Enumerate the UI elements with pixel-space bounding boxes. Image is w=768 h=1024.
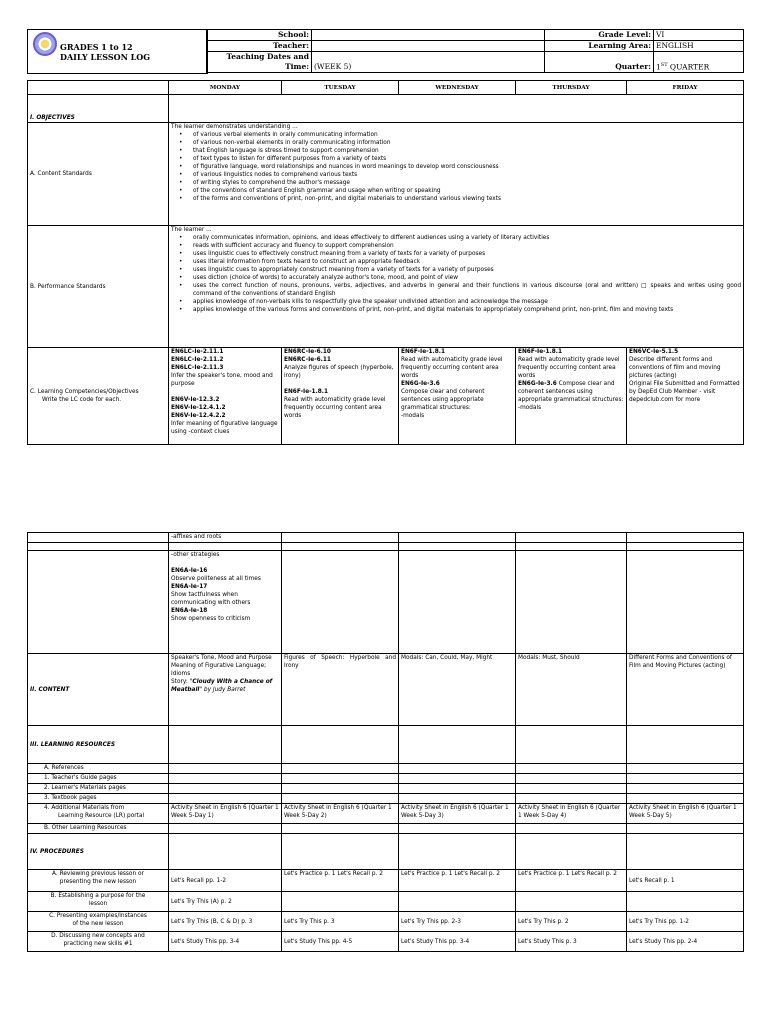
- teachers-guide-label: 1. Teacher's Guide pages: [28, 774, 169, 784]
- teaching-dates-value[interactable]: (WEEK 5): [312, 52, 545, 73]
- objectives-title-spacer: [169, 95, 744, 123]
- proc-c-thursday: Let's Try This p. 2: [516, 912, 627, 932]
- lc-code: EN6F-Ie-1.8.1: [284, 389, 329, 395]
- proc-a-friday: Let's Recall p. 1: [627, 870, 744, 892]
- content-monday: [169, 654, 282, 726]
- other-resources-label: B. Other Learning Resources: [28, 824, 169, 834]
- lr-tuesday: Activity Sheet in English 6 (Quarter 1 Week 5-Day 2): [282, 804, 399, 824]
- competencies-label: [28, 348, 169, 445]
- lc-description: Read with automaticity grade level frequently occurring content area: [518, 357, 620, 371]
- content-topic: Meaning of Figurative Language; Idioms: [171, 663, 267, 677]
- lc-description: Read with automaticity grade level frequently occurring content area words: [401, 357, 503, 379]
- lc-code: EN6RC-Ie-6.11: [284, 357, 331, 363]
- values-monday: [169, 551, 282, 654]
- list-item: • orally communicates information, opinions, and ideas effectively to different audiences using a variety of literary activities: [179, 234, 741, 242]
- lc-code: EN6LC-Ie-2.11.1: [171, 349, 224, 355]
- day-header-monday: MONDAY: [169, 81, 282, 95]
- proc-a-tuesday: Let's Practice p. 1 Let's Recall p. 2: [282, 870, 399, 892]
- lc-code: EN6G-Ie-3.6: [518, 381, 557, 387]
- day-header-thursday: THURSDAY: [516, 81, 627, 95]
- proc-d-thursday: Let's Study This p. 3: [516, 932, 627, 952]
- performance-standards-label: B. Performance Standards: [28, 226, 169, 348]
- teaching-dates-label: [207, 52, 312, 73]
- proc-c-label-line2: of the new lesson: [72, 921, 124, 927]
- competencies-tuesday: [282, 348, 399, 445]
- lc-code: EN6A-Ie-17: [171, 584, 208, 590]
- proc-a-monday: Let's Recall pp. 1-2: [169, 870, 282, 892]
- lc-description: Show tactfulness when communicating with others: [171, 592, 251, 606]
- lr-friday: Activity Sheet in English 6 (Quarter 1 Week 5-Day 5): [627, 804, 744, 824]
- lc-code: EN6V-Ie-12.3.2: [171, 397, 220, 403]
- lc-code: EN6F-Ie-1.8.1: [401, 349, 446, 355]
- grade-level-value[interactable]: VI: [654, 30, 744, 41]
- learners-materials-label: 2. Learner's Materials pages: [28, 784, 169, 794]
- proc-d-tuesday: Let's Study This pp. 4-5: [282, 932, 399, 952]
- lc-description: Show openness to criticism: [171, 616, 251, 622]
- brand-line-2: DAILY LESSON LOG: [60, 52, 151, 62]
- header-info-table: [206, 29, 744, 73]
- lc-description: Describe different forms and conventions of film and moving pictures (acting): [629, 357, 721, 379]
- quarter-value[interactable]: [654, 52, 744, 73]
- list-item: • that English language is stress timed to support comprehension: [179, 147, 741, 155]
- teaching-dates-label-line2: Time:: [285, 62, 309, 71]
- competencies-wednesday: [399, 348, 516, 445]
- lc-description: words: [518, 373, 536, 379]
- list-item: • of text types to listen for different purposes from a variety of texts: [179, 155, 741, 163]
- proc-a-label-line1: A. Reviewing previous lesson or: [52, 871, 144, 877]
- learning-area-value[interactable]: ENGLISH: [654, 41, 744, 52]
- corner-cell: [28, 81, 169, 95]
- proc-c-wednesday: Let's Try This pp. 2-3: [399, 912, 516, 932]
- lc-code: EN6V-Ie-12.4.2.2: [171, 413, 226, 419]
- proc-c-friday: Let's Try This pp. 1-2: [627, 912, 744, 932]
- lc-description: Analyze figures of speech (hyperbole, irony): [284, 365, 394, 379]
- proc-a-label: [28, 870, 169, 892]
- quarter-label: Quarter:: [545, 52, 654, 73]
- quarter-number: 1: [656, 62, 661, 71]
- lr-portal-label: [28, 804, 169, 824]
- brand-line-1: GRADES 1 to 12: [60, 42, 133, 52]
- lc-description: Original File Submitted and Formatted by DepEd Club Member - visit depedclub.com for more: [629, 381, 740, 403]
- content-topic: Speaker's Tone, Mood and Purpose: [171, 655, 272, 661]
- proc-a-wednesday: Let's Practice p. 1 Let's Recall p. 2: [399, 870, 516, 892]
- proc-d-label-line1: D. Discussing new concepts and: [51, 933, 145, 939]
- learning-area-label: Learning Area:: [545, 41, 654, 52]
- performance-standards-intro: The learner ...: [171, 227, 212, 233]
- content-wednesday: Modals: Can, Could, May, Might: [399, 654, 516, 726]
- list-item: • uses literal information from texts heard to construct an appropriate feedback: [179, 258, 741, 266]
- lc-description: Read with automaticity grade level frequently occurring content area words: [284, 397, 386, 419]
- list-item: • of various verbal elements in orally communicating information: [179, 131, 741, 139]
- content-story: [171, 678, 279, 694]
- proc-d-label: [28, 932, 169, 952]
- proc-c-tuesday: Let's Try This p. 3: [282, 912, 399, 932]
- list-item: • of various linguistics nodes to comprehend various texts: [179, 171, 741, 179]
- proc-d-wednesday: Let's Study This pp. 3-4: [399, 932, 516, 952]
- performance-standards-cell: [169, 226, 744, 348]
- lc-code: EN6RC-Ie-6.10: [284, 349, 331, 355]
- list-item: • applies knowledge of non-verbals kills to respectfully give the speaker undivided attention and acknowledge the message: [179, 298, 741, 306]
- references-label: A. References: [28, 764, 169, 774]
- lr-portal-label-line2: Learning Resource (LR) portal: [58, 813, 145, 819]
- list-item: • applies knowledge of the various forms and conventions of print, non-print, and digital materials to appropriately comprehend print, non-print, film and moving texts: [179, 306, 741, 314]
- lc-description: -modals: [518, 405, 542, 411]
- list-item: • of various non-verbal elements in orally communicating information: [179, 139, 741, 147]
- learning-resources-title: III. LEARNING RESOURCES: [28, 726, 169, 764]
- content-standards-intro: The learner demonstrates understanding ...: [171, 124, 298, 130]
- lc-description: Observe politeness at all times: [171, 576, 261, 582]
- quarter-suffix: ST: [660, 61, 668, 68]
- lc-code: EN6F-Ie-1.8.1: [518, 349, 563, 355]
- day-header-friday: FRIDAY: [627, 81, 744, 95]
- teacher-field[interactable]: [312, 41, 545, 52]
- proc-a-label-line2: presenting the new lesson: [59, 879, 137, 885]
- proc-c-label-line1: C. Presenting examples/instances: [49, 913, 147, 919]
- list-item: • of the conventions of standard English grammar and usage when writing or speaking: [179, 187, 741, 195]
- lc-description: -modals: [401, 413, 425, 419]
- lc-description: Compose clear and coherent sentences using appropriate grammatical structures:: [518, 381, 624, 403]
- competencies-friday: [627, 348, 744, 445]
- proc-b-label-line2: lesson: [88, 901, 108, 907]
- lc-code: EN6LC-Ie-2.11.2: [171, 357, 224, 363]
- brand-title: [60, 42, 150, 62]
- grade-level-label: Grade Level:: [545, 30, 654, 41]
- content-standards-label: A. Content Standards: [28, 123, 169, 226]
- procedures-title: IV. PROCEDURES: [28, 834, 169, 870]
- proc-b-label: [28, 892, 169, 912]
- day-header-tuesday: TUESDAY: [282, 81, 399, 95]
- lc-code: EN6A-Ie-16: [171, 568, 208, 574]
- content-standards-cell: [169, 123, 744, 226]
- list-item: • uses the correct function of nouns, pronouns, verbs, adjectives, and adverbs in general and their functions in various discourse (oral and written) □ speaks and writes using good command of the conventions of standard English: [179, 282, 741, 298]
- list-item: • uses diction (choice of words) to accurately analyze author's tone, mood, and point of view: [179, 274, 741, 282]
- proc-c-label: [28, 912, 169, 932]
- performance-standards-list: [171, 234, 741, 314]
- content-standards-list: [171, 131, 741, 203]
- lr-monday: Activity Sheet in English 6 (Quarter 1 Week 5-Day 1): [169, 804, 282, 824]
- lr-portal-label-line1: 4. Additional Materials from: [44, 805, 125, 811]
- lc-code: EN6VC-Ie-5.1.5: [629, 349, 679, 355]
- lr-thursday: Activity Sheet in English 6 (Quarter 1 Week 5-Day 4): [516, 804, 627, 824]
- list-item: • of the forms and conventions of print, non-print, and digital materials to understand various viewing texts: [179, 195, 741, 203]
- proc-d-monday: Let's Study This pp. 3-4: [169, 932, 282, 952]
- cont-monday: -affixes and roots: [169, 533, 282, 543]
- content-thursday: Modals: Must, Should: [516, 654, 627, 726]
- lc-code: EN6V-Ie-12.4.1.2: [171, 405, 226, 411]
- proc-a-thursday: Let's Practice p. 1 Let's Recall p. 2: [516, 870, 627, 892]
- objectives-table: [27, 80, 744, 445]
- proc-c-monday: Let's Try This (B, C & D) p. 3: [169, 912, 282, 932]
- teaching-dates-label-line1: Teaching Dates and: [226, 52, 309, 61]
- content-tuesday: Figures of Speech: Hyperbole and Irony: [282, 654, 399, 726]
- objectives-title: I. OBJECTIVES: [28, 95, 169, 123]
- teacher-label: Teacher:: [207, 41, 312, 52]
- proc-b-monday: Let's Try This (A) p. 2: [169, 892, 282, 912]
- competencies-monday: [169, 348, 282, 445]
- strategy-text: -other strategies: [171, 552, 220, 558]
- deped-seal-icon: [33, 32, 57, 56]
- list-item: • uses linguistic cues to appropriately construct meaning from a variety of texts for a variety of purposes: [179, 266, 741, 274]
- list-item: • of writing styles to comprehend the author's message: [179, 179, 741, 187]
- story-title: Cloudy With a Chance of Meatball: [171, 679, 273, 693]
- day-header-wednesday: WEDNESDAY: [399, 81, 516, 95]
- lr-wednesday: Activity Sheet in English 6 (Quarter 1 Week 5-Day 3): [399, 804, 516, 824]
- content-procedures-table: [27, 532, 744, 952]
- lc-description: Infer the speaker's tone, mood and purpose: [171, 373, 273, 387]
- content-friday: Different Forms and Conventions of Film and Moving Pictures (acting): [627, 654, 744, 726]
- lc-description: Compose clear and coherent sentences using appropriate grammatical structures:: [401, 389, 485, 411]
- lc-code: EN6LC-Ie-2.11.3: [171, 365, 224, 371]
- lc-code: EN6A-Ie-18: [171, 608, 208, 614]
- list-item: • uses linguistic cues to effectively construct meaning from a variety of texts for a variety of purposes: [179, 250, 741, 258]
- lc-code: EN6G-Ie-3.6: [401, 381, 440, 387]
- competencies-label-line1: C. Learning Competencies/Objectives: [30, 389, 139, 395]
- proc-d-friday: Let's Study This pp. 2-4: [627, 932, 744, 952]
- competencies-label-line2: Write the LC code for each.: [42, 397, 122, 403]
- list-item: • reads with sufficient accuracy and fluency to support comprehension: [179, 242, 741, 250]
- competencies-thursday: [516, 348, 627, 445]
- school-label: School:: [207, 30, 312, 41]
- proc-d-label-line2: practicing new skills #1: [63, 941, 133, 947]
- story-author: " by Judy Barret: [199, 687, 246, 693]
- list-item: • of figurative language, word relationships and nuances in word meanings to develop word consciousness: [179, 163, 741, 171]
- lc-description: Infer meaning of figurative language using -context clues: [171, 421, 278, 435]
- school-field[interactable]: [312, 30, 545, 41]
- content-title: II. CONTENT: [28, 654, 169, 726]
- cont-label-cell: [28, 533, 169, 543]
- story-prefix: Story: ": [171, 679, 193, 685]
- quarter-word: QUARTER: [667, 62, 710, 71]
- proc-b-label-line1: B. Establishing a purpose for the: [50, 893, 146, 899]
- textbook-pages-label: 3. Textbook pages: [28, 794, 169, 804]
